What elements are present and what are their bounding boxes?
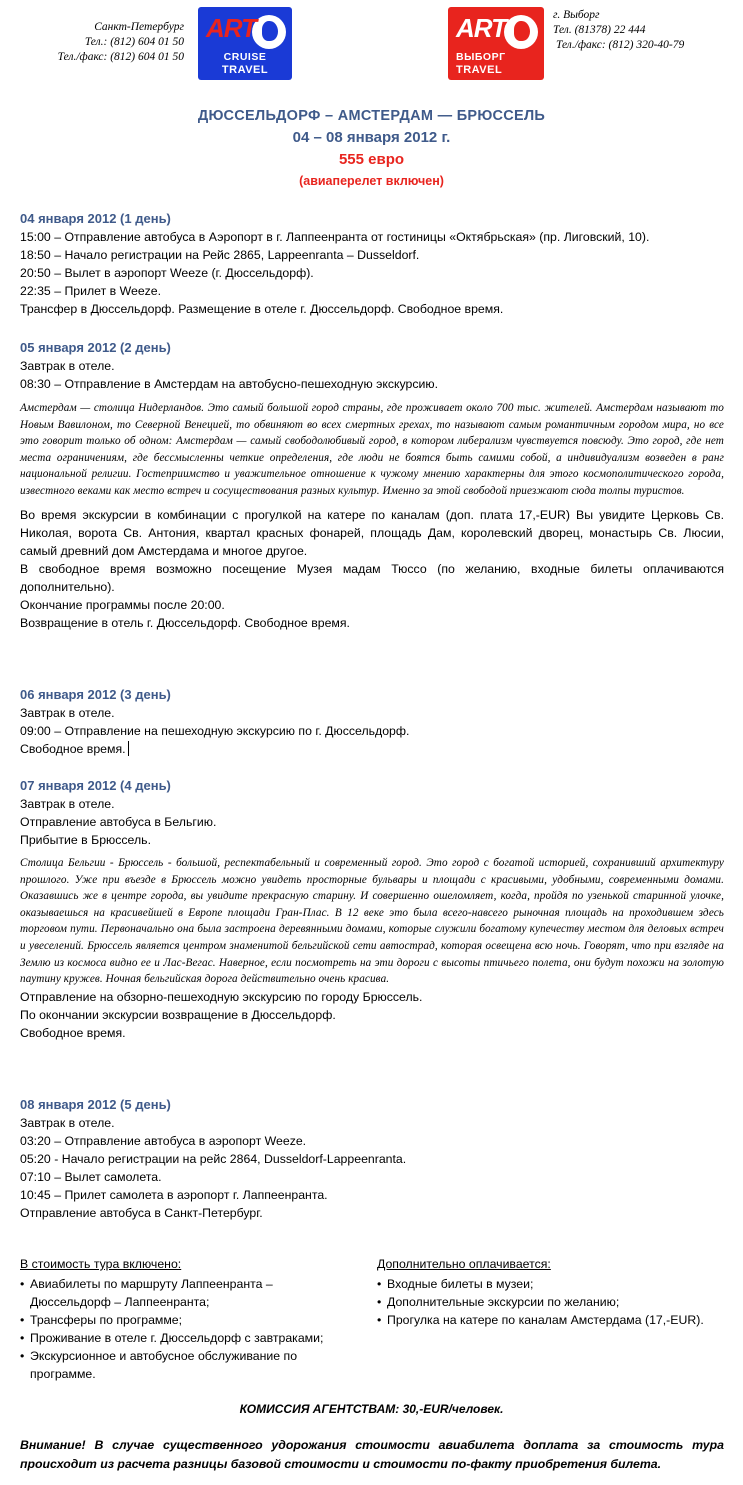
day-1-section <box>20 210 724 318</box>
vyborg-phone: Тел. (81378) 22 444 <box>553 24 646 36</box>
logo-travel-text: TRAVEL <box>221 64 269 76</box>
itinerary-line: Отправление автобуса в Бельгию. <box>20 815 217 829</box>
itinerary-line: Отправление автобуса в Санкт-Петербург. <box>20 1206 263 1220</box>
list-item: • Проживание в отеле г. Дюссельдорф с завтраками; <box>20 1329 350 1347</box>
itinerary-line: Окончание программы после 20:00. <box>20 597 225 612</box>
day-1-heading: 04 января 2012 (1 день) <box>20 211 171 226</box>
vyborg-contact <box>553 8 684 53</box>
free-time-text: Свободное время. <box>20 742 126 756</box>
text-cursor <box>128 741 130 756</box>
included-list-block <box>20 1255 350 1383</box>
itinerary-line <box>20 740 724 758</box>
excursion-paragraph: Во время экскурсии в комбинации с прогулкой на катере по каналам (доп. плата 17,-EUR) Вы увидите Церковь Св. Николая, ворота Св. Антония, квартал красных фонарей, площадь Дам, королевский дворец, монастырь Св. Люсии, самый древний дом Амстердама и многое другое. <box>20 507 724 558</box>
logo-art-text: ART <box>206 13 256 43</box>
agency-commission: КОМИССИЯ АГЕНТСТВАМ: 30,-EUR/человек. <box>239 1402 504 1416</box>
logo-travel-text: TRAVEL <box>456 64 503 76</box>
logo-art-text: ART <box>456 13 506 43</box>
vyborg-fax: Тел./факс: (812) 320-40-79 <box>556 39 685 51</box>
day-2-section <box>20 339 724 632</box>
itinerary-line: Прибытие в Брюссель. <box>20 833 151 847</box>
itinerary-line: 07:10 – Вылет самолета. <box>20 1170 162 1184</box>
itinerary-line: 15:00 – Отправление автобуса в Аэропорт в г. Лаппеенранта от гостиницы «Октябрьская» (пр. Лиговский, 10). <box>20 230 650 244</box>
day-3-heading: 06 января 2012 (3 день) <box>20 687 171 702</box>
itinerary-line: Трансфер в Дюссельдорф. Размещение в отеле г. Дюссельдорф. Свободное время. <box>20 302 504 316</box>
logo-vyborg-text: ВЫБОРГ <box>456 51 506 63</box>
spb-phone: Тел.: (812) 604 01 50 <box>84 36 184 48</box>
itinerary-line: 08:30 – Отправление в Амстердам на автобусно-пешеходную экскурсию. <box>20 377 439 391</box>
art-vyborg-travel-logo <box>448 7 544 80</box>
list-item: • Экскурсионное и автобусное обслуживание по программе. <box>20 1347 350 1383</box>
itinerary-line: 20:50 – Вылет в аэропорт Weeze (г. Дюссельдорф). <box>20 266 314 280</box>
tour-price: 555 евро <box>338 151 405 168</box>
day-5-heading: 08 января 2012 (5 день) <box>20 1097 171 1112</box>
included-heading: В стоимость тура включено: <box>20 1257 182 1271</box>
vyborg-city: г. Выборг <box>553 9 600 21</box>
tour-route-title: ДЮССЕЛЬДОРФ – АМСТЕРДАМ — БРЮССЕЛЬ <box>197 108 546 124</box>
included-list <box>20 1275 350 1383</box>
itinerary-line: Завтрак в отеле. <box>20 797 115 811</box>
list-item: • Входные билеты в музеи; <box>377 1275 707 1293</box>
logo-cruise-text: CRUISE <box>223 51 267 63</box>
tour-dates: 04 – 08 января 2012 г. <box>292 129 451 146</box>
itinerary-line: Завтрак в отеле. <box>20 706 115 720</box>
spb-fax: Тел./факс: (812) 604 01 50 <box>57 51 184 63</box>
amsterdam-description: Амстердам — столица Нидерландов. Это самый большой город страны, где проживает около 700 тыс. жителей. Амстердам называют то Новым Вавилоном, то Северной Венецией, то обвиняют во всех смертных грехах, то называют самым романтичным городом мира, но все это говорит только об одном: Амстердам — самый свободолюбивый город, в котором либерализм чувствуется повсюду. Это город, где нет места ограничениям, где бессмысленны четкие определения, где люди не боятся быть самими собой, а индивидуализм возведен в ранг национальной религии. Гостеприимство и уважительное отношение к чужому мнению характерны для этого космополитического города, известного веками как место встреч и сосуществования разных культур. Именно за этой свободой приезжают сюда толпы туристов. <box>20 402 724 497</box>
itinerary-line: 22:35 – Прилет в Weeze. <box>20 284 162 298</box>
itinerary-line: Завтрак в отеле. <box>20 359 115 373</box>
price-notice: Внимание! В случае существенного удорожания стоимости авиабилета доплата за стоимость тура происходит из расчета разницы базовой стоимости и стоимости по-факту приобретения билета. <box>20 1438 724 1471</box>
itinerary-line: Отправление на обзорно-пешеходную экскурсию по городу Брюссель. <box>20 989 423 1004</box>
price-note: (авиаперелет включен) <box>299 174 444 188</box>
list-item: • Дополнительные экскурсии по желанию; <box>377 1293 707 1311</box>
itinerary-line: Завтрак в отеле. <box>20 1116 115 1130</box>
itinerary-line: Свободное время. <box>20 1025 126 1040</box>
itinerary-line: Возвращение в отель г. Дюссельдорф. Свободное время. <box>20 615 350 630</box>
spb-contact <box>32 20 184 65</box>
extra-list <box>377 1275 707 1329</box>
spb-city: Санкт-Петербург <box>94 21 184 33</box>
extra-list-block <box>377 1255 707 1329</box>
itinerary-line: 10:45 – Прилет самолета в аэропорт г. Лаппеенранта. <box>20 1188 328 1202</box>
itinerary-line: 05:20 - Начало регистрации на рейс 2864, Dusseldorf-Lappeenranta. <box>20 1152 407 1166</box>
list-item: • Авиабилеты по маршруту Лаппеенранта – Дюссельдорф – Лаппеенранта; <box>20 1275 350 1311</box>
itinerary-line: По окончании экскурсии возвращение в Дюссельдорф. <box>20 1007 336 1022</box>
itinerary-line: 18:50 – Начало регистрации на Рейс 2865, Lappeenranta – Dusseldorf. <box>20 248 420 262</box>
day-3-section <box>20 686 724 758</box>
itinerary-line: 03:20 – Отправление автобуса в аэропорт Weeze. <box>20 1134 307 1148</box>
art-cruise-travel-logo <box>198 7 292 80</box>
day-4-heading: 07 января 2012 (4 день) <box>20 778 171 793</box>
museum-paragraph: В свободное время возможно посещение Музея мадам Тюссо (по желанию, входные билеты оплачиваются дополнительно). <box>20 561 724 594</box>
day-5-section <box>20 1096 724 1222</box>
brussels-description: Столица Бельгии - Брюссель - большой, респектабельный и современный город. Это город с богатой историей, сохранивший архитектуру прошлого. Уже при въезде в Брюссель можно увидеть просторные бульвары и площади с красивыми, удобными, современными домами. Оказавшись же в центре города, вы увидите прекрасную старину. И совершенно ошеломляет, когда, пройдя по узенькой старинной улочке, оказываешься на красивейшей в Европе площади Гран-Плас. В 12 веке это была всего-навсего рыночная площадь на проходившем здесь торговом пути. Первоначально она была застроена деревянными домами, которые служили богатому купечеству местом для деловых встреч и увеселений. Брюссель является центром знаменитой бельгийской сети автострад, которая освещена всю ночь. Говорят, что при взгляде на Землю из космоса видно ее и Лас-Вегас. Наверное, если посмотреть на эти дороги с высоты птичьего полета, они будут похожи на золотую паутину кружев. Ночная бельгийская дорога действительно очень красива. <box>20 857 724 986</box>
extra-heading: Дополнительно оплачивается: <box>377 1257 551 1271</box>
day-4-section <box>20 777 724 1042</box>
list-item: • Трансферы по программе; <box>20 1311 350 1329</box>
itinerary-line: 09:00 – Отправление на пешеходную экскурсию по г. Дюссельдорф. <box>20 724 410 738</box>
day-2-heading: 05 января 2012 (2 день) <box>20 340 171 355</box>
list-item: • Прогулка на катере по каналам Амстердама (17,-EUR). <box>377 1311 707 1329</box>
